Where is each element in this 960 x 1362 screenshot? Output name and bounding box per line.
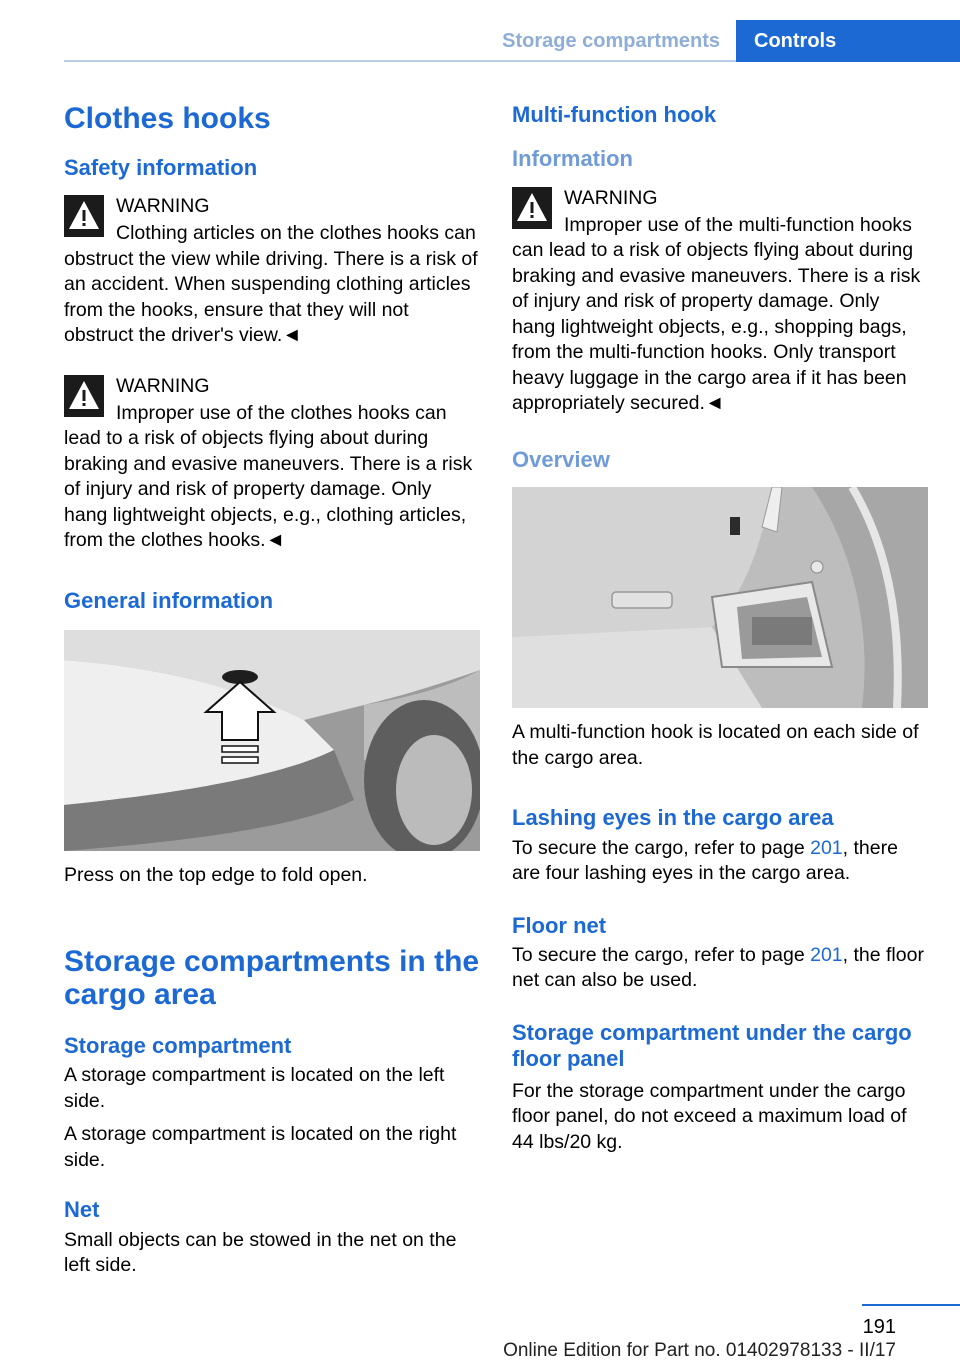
floor-net-heading: Floor net (512, 912, 607, 938)
right-column (512, 96, 928, 1155)
storage-compartment-right-text: A storage compartment is located on the right side. (64, 1123, 457, 1171)
header-section-title: Storage compartments (502, 30, 720, 52)
warning-text: Improper use of the clothes hooks can lead to a risk of objects flying about during braking and evasive maneuvers. There is a risk of injury and risk of property damage. Only hang lightweight objects, e.g., clothing articles, from the clothes hooks.◄ (64, 401, 473, 552)
lashing-eyes-text (512, 836, 928, 887)
warning-block-1 (64, 191, 480, 349)
safety-information-heading: Safety information (64, 155, 258, 180)
warning-block-3 (512, 183, 928, 417)
net-text: Small objects can be stowed in the net on the left side. (64, 1228, 457, 1277)
footer-rule (862, 1304, 960, 1306)
information-heading: Information (512, 146, 633, 172)
storage-compartment-left-text: A storage compartment is located on the left side. (64, 1064, 445, 1112)
lashing-page-link[interactable]: 201 (810, 836, 843, 859)
left-column (64, 96, 480, 1279)
general-photo-caption: Press on the top edge to fold open. (64, 864, 368, 887)
warning-block-2 (64, 371, 480, 554)
clothes-hooks-title: Clothes hooks (64, 102, 271, 135)
overview-heading: Overview (512, 446, 610, 472)
clothes-hook-photo (64, 630, 480, 851)
floor-text-pre: To secure the cargo, refer to page (512, 943, 811, 966)
warning-title: WARNING (116, 195, 210, 218)
general-information-heading: General information (64, 587, 274, 613)
under-floor-text: For the storage compartment under the cargo floor panel, do not exceed a maximum load of 44 lbs/20 kg. (512, 1079, 907, 1153)
warning-title: WARNING (116, 374, 210, 397)
lashing-text-pre: To secure the cargo, refer to page (512, 836, 811, 859)
header-tab-controls: Controls (736, 20, 960, 62)
multi-function-hook-heading: Multi-function hook (512, 102, 717, 127)
page-number: 191 (862, 1316, 896, 1338)
warning-icon (64, 375, 104, 417)
warning-text: Clothing articles on the clothes hooks can obstruct the view while driving. There is a risk of an accident. When suspending clothing articles from the hooks, ensure that they will not obstruct the driver's view.◄ (64, 222, 478, 347)
floor-text-post: , the floor net can also be used. (512, 943, 924, 992)
under-floor-heading: Storage compartment under the cargo floor panel (512, 1019, 912, 1072)
lashing-text-post: , there are four lashing eyes in the cargo area. (512, 836, 898, 885)
net-heading: Net (64, 1197, 100, 1223)
overview-caption: A multi-function hook is located on each side of the cargo area. (512, 721, 919, 769)
cargo-area-photo (512, 487, 928, 708)
storage-compartments-title: Storage compartments in the cargo area (64, 944, 480, 1011)
warning-title: WARNING (564, 186, 658, 209)
warning-icon (512, 187, 552, 229)
floor-net-text (512, 943, 928, 994)
warning-text: Improper use of the multi-function hooks can lead to a risk of objects flying about during braking and evasive maneuvers. There is a risk of injury and risk of property damage. Only hang lightweight objects, e.g., shopping bags, from the multi-function hooks. Only transport heavy luggage in the cargo area if it has been appropriately secured.◄ (512, 213, 921, 415)
storage-compartment-heading: Storage compartment (64, 1032, 292, 1058)
floor-page-link[interactable]: 201 (810, 943, 843, 966)
footer-edition-text: Online Edition for Part no. 01402978133 - II/17 (503, 1340, 896, 1361)
lashing-eyes-heading: Lashing eyes in the cargo area (512, 805, 834, 831)
warning-icon (64, 195, 104, 237)
